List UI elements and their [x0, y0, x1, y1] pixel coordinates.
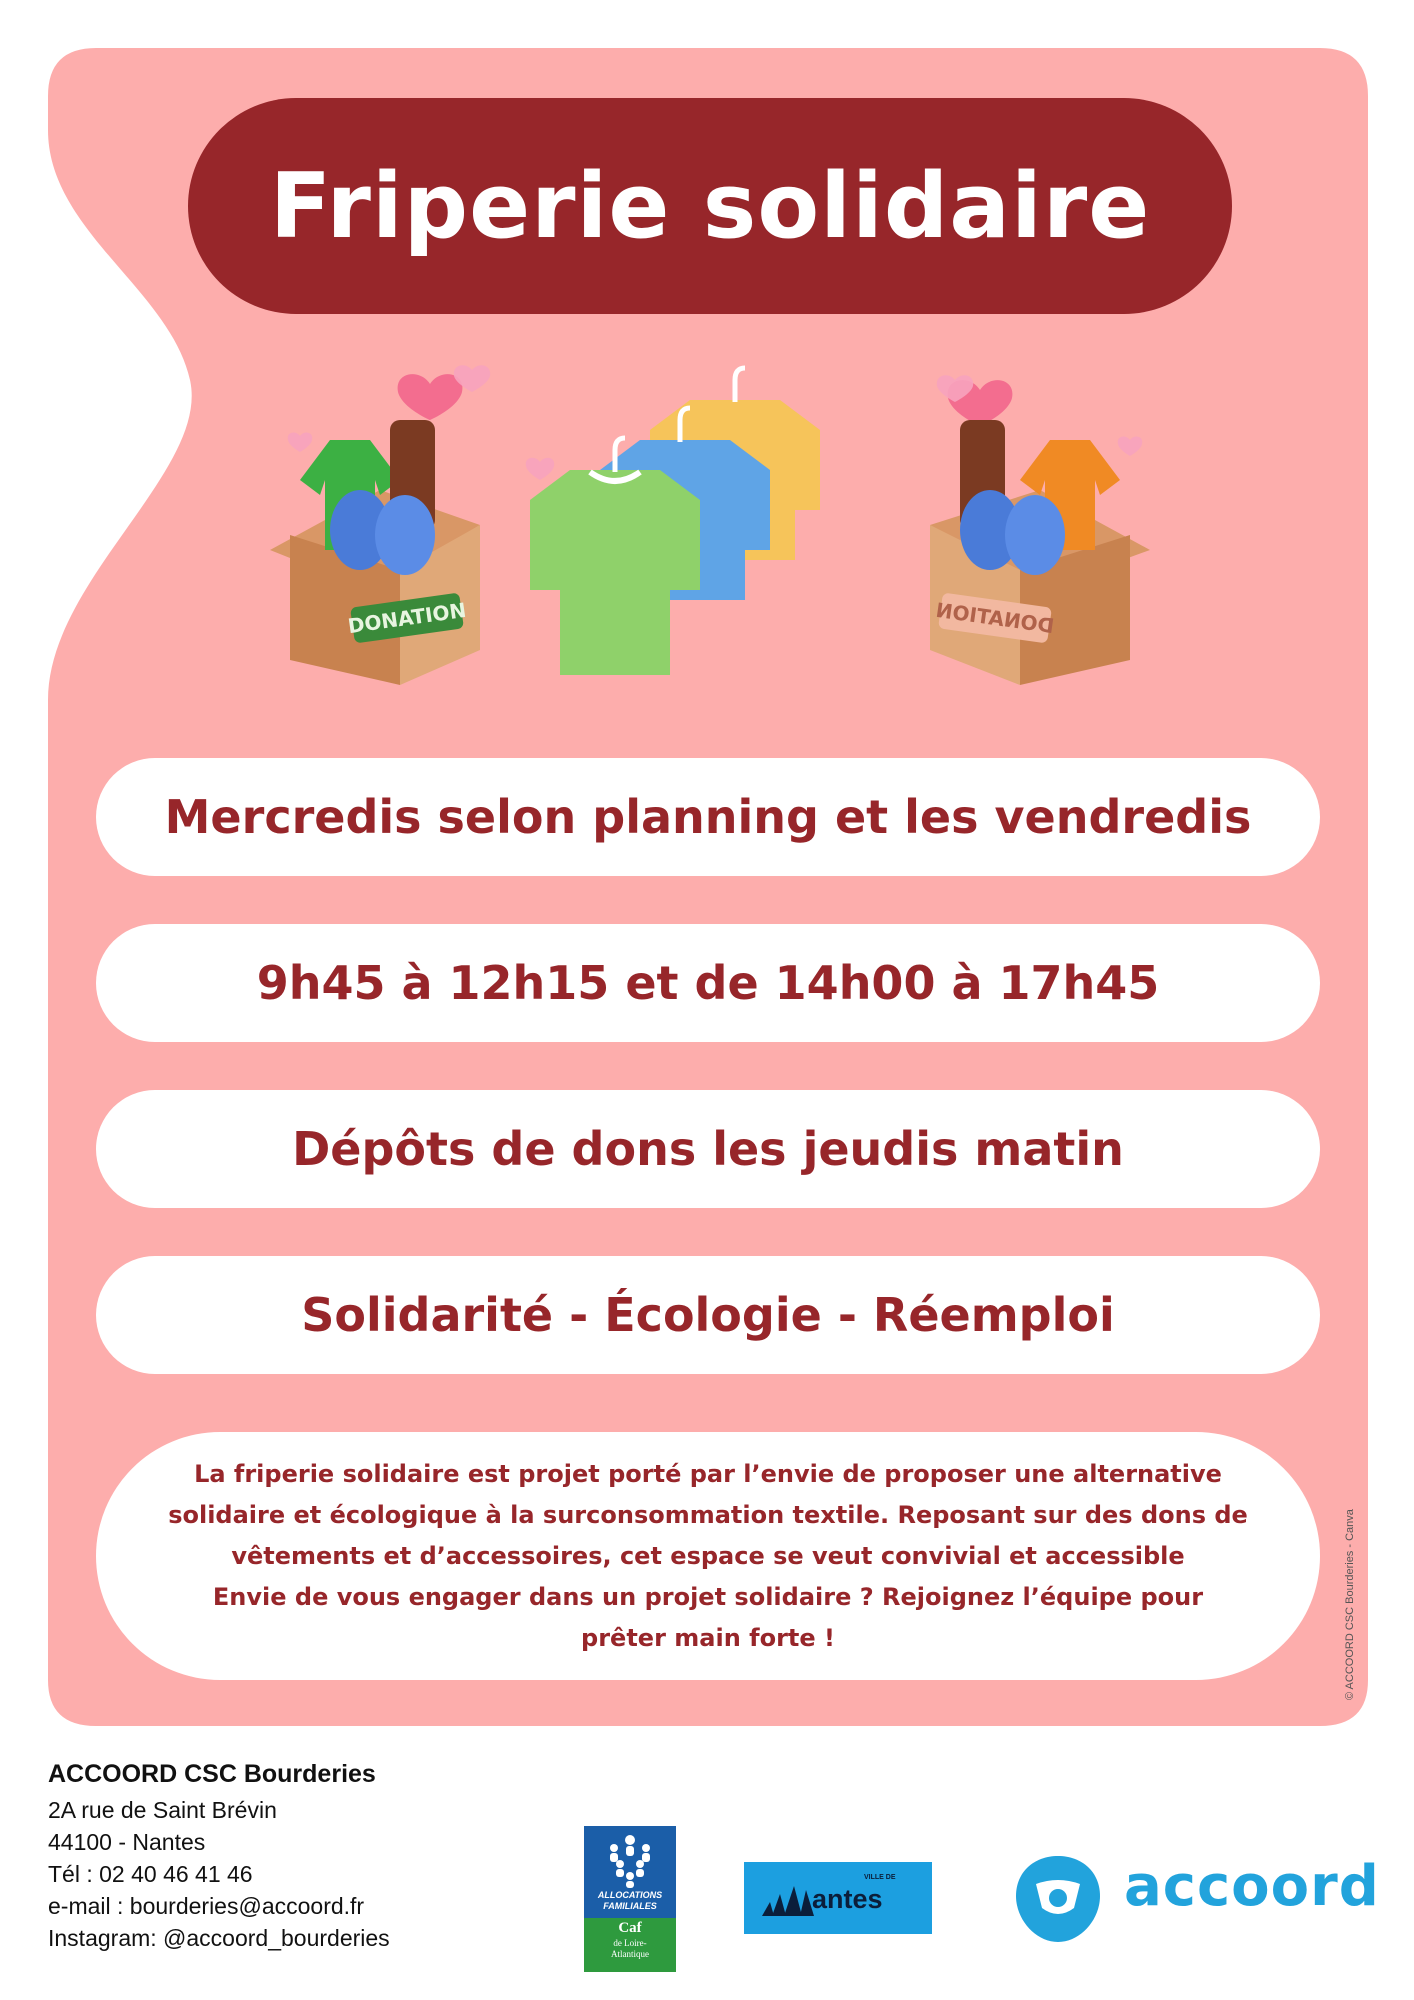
phone-number: Tél : 02 40 46 41 46	[48, 1861, 253, 1887]
nantes-prefix: VILLE DE	[864, 1874, 896, 1881]
organization-name: ACCOORD CSC Bourderies	[48, 1760, 376, 1788]
caf-line-2: FAMILIALES	[603, 1901, 657, 1911]
ville-de-nantes-logo	[744, 1862, 932, 1934]
description-line: Envie de vous engager dans un projet solidaire ? Rejoignez l’équipe pour	[212, 1582, 1204, 1611]
description-line: La friperie solidaire est projet porté par l’envie de proposer une alternative	[194, 1459, 1222, 1488]
contact-block	[48, 1758, 390, 1954]
address-street: 2A rue de Saint Brévin	[48, 1797, 277, 1823]
caf-logo	[584, 1826, 676, 1972]
nantes-n-mark-icon	[762, 1886, 814, 1916]
caf-department-1: de Loire-	[613, 1938, 647, 1948]
accoord-logo-icon	[1008, 1850, 1108, 1950]
caf-line-1: ALLOCATIONS	[597, 1890, 663, 1900]
family-icon	[600, 1832, 660, 1888]
box-label-right: DONATION	[934, 597, 1056, 639]
nantes-name: antes	[812, 1884, 883, 1914]
copyright-note: © ACCOORD CSC Bourderies - Canva	[1344, 1509, 1356, 1700]
donation-box-left	[270, 420, 480, 685]
caf-word: Caf	[618, 1920, 642, 1936]
email-address: e-mail : bourderies@accoord.fr	[48, 1893, 365, 1919]
hanging-shirts	[530, 368, 820, 675]
donation-box-right	[930, 420, 1150, 685]
page-title: Friperie solidaire	[188, 98, 1232, 314]
values-pill: Solidarité - Écologie - Réemploi	[96, 1256, 1320, 1374]
schedule-days-pill: Mercredis selon planning et les vendredis	[96, 758, 1320, 876]
accoord-wordmark: accoord	[1124, 1854, 1380, 1919]
donation-clothes-illustration	[260, 360, 1160, 690]
description-line: vêtements et d’accessoires, cet espace se veut convivial et accessible	[231, 1541, 1185, 1570]
donation-drop-pill: Dépôts de dons les jeudis matin	[96, 1090, 1320, 1208]
schedule-hours-pill: 9h45 à 12h15 et de 14h00 à 17h45	[96, 924, 1320, 1042]
description-box	[96, 1432, 1320, 1680]
description-line: solidaire et écologique à la surconsommation textile. Reposant sur des dons de	[168, 1500, 1248, 1529]
instagram-handle: Instagram: @accoord_bourderies	[48, 1925, 390, 1951]
box-label-left: DONATION	[346, 597, 468, 639]
address-city: 44100 - Nantes	[48, 1829, 206, 1855]
description-line: prêter main forte !	[581, 1623, 835, 1652]
caf-department-2: Atlantique	[611, 1949, 649, 1959]
